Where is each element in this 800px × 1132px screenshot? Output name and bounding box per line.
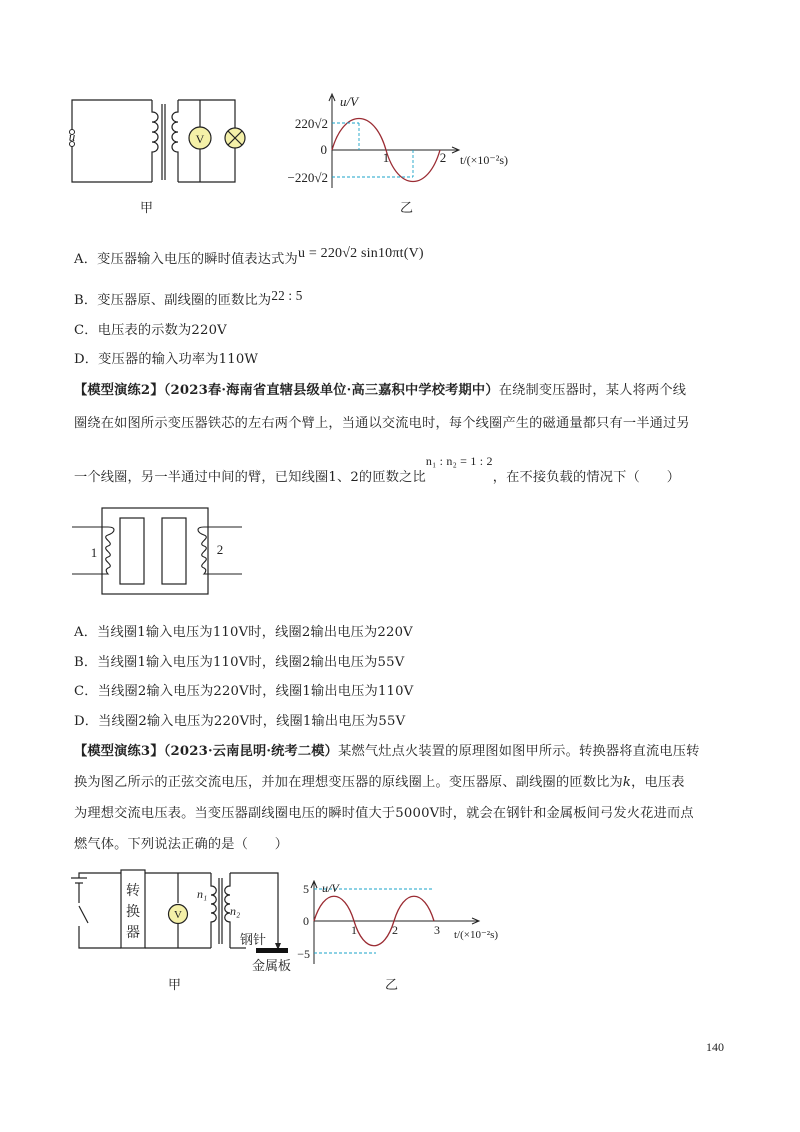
option-letter: B． — [74, 293, 98, 308]
option-math: 22 : 5 — [271, 288, 303, 303]
q2-tag: 【模型演练2】 — [74, 383, 164, 398]
figure3-tick-3: 3 — [434, 923, 440, 937]
option-text: 电压表的示数为220V — [97, 323, 227, 338]
q2-text1: 在绕制变压器时，某人将两个线 — [498, 383, 687, 398]
q3-text2a: 换为图乙所示的正弦交流电压，并加在理想变压器的原线圈上。变压器原、副线圈的匝数比为 — [74, 775, 623, 790]
q2-line3 — [74, 454, 681, 485]
converter-char-1: 转 — [126, 884, 140, 899]
needle-label: 钢针 — [240, 932, 267, 947]
figure1-tick-1: 1 — [382, 150, 390, 165]
option-letter: A． — [74, 625, 98, 640]
option-text: 变压器原、副线圈的匝数比为 — [97, 293, 272, 308]
option-letter: C． — [74, 684, 98, 699]
figure3-y-axis-label: u/V — [322, 881, 339, 895]
option-text: 当线圈2输入电压为220V时，线圈1输出电压为110V — [97, 684, 414, 699]
figure3-yi-caption: 乙 — [385, 978, 399, 993]
q2-option-b — [74, 651, 404, 670]
q2-option-c — [74, 680, 413, 699]
option-text: 变压器输入电压的瞬时值表达式为 — [97, 252, 298, 267]
q1-option-c — [74, 319, 227, 338]
q3-text1: 某燃气灶点火装置的原理图如图甲所示。转换器将直流电压转 — [338, 744, 700, 759]
voltmeter-label: V — [195, 132, 205, 146]
figure1-tick-zero: 0 — [320, 142, 327, 157]
figure3-tick-m5: −5 — [297, 947, 310, 961]
page-number: 140 — [706, 1040, 724, 1054]
figure3-tick-1: 1 — [351, 923, 357, 937]
q1-option-d — [74, 348, 258, 367]
figure1-tick-2: 2 — [439, 150, 447, 165]
figure3-circuit — [66, 868, 306, 978]
option-letter: A． — [74, 252, 98, 267]
n1-label: n₁ — [197, 887, 208, 901]
q3-k: k — [622, 775, 632, 790]
option-math: u = 220√2 sin10πt(V) — [297, 246, 424, 261]
q1-option-a — [74, 248, 424, 268]
figure1-circuit — [60, 90, 260, 190]
q2-line1 — [74, 379, 686, 398]
q3-line4: 燃气体。下列说法正确的是（ ） — [74, 837, 289, 852]
option-text: 当线圈1输入电压为110V时，线圈2输出电压为55V — [97, 655, 405, 670]
figure3-voltmeter-label: V — [174, 909, 182, 921]
figure1-tick-pos: 220√2 — [294, 116, 328, 131]
figure3-jia-caption: 甲 — [168, 978, 182, 993]
q2-ratio: n₁ : n₂ = 1 : 2 — [425, 454, 493, 468]
q2-core-figure — [72, 500, 242, 600]
figure1-x-axis-label: t/(×10⁻²s) — [460, 153, 509, 167]
figure3-tick-0: 0 — [303, 914, 309, 928]
figure1-jia-caption: 甲 — [140, 201, 154, 216]
figure3-x-axis-label: t/(×10⁻²s) — [454, 929, 499, 941]
option-text: 变压器的输入功率为110W — [98, 352, 259, 367]
figure3-tick-2: 2 — [392, 923, 398, 937]
q2-text3b: ，在不接负载的情况下（ ） — [492, 470, 681, 485]
q3-text2b: ，电压表 — [631, 775, 685, 790]
converter-char-3: 器 — [126, 926, 140, 941]
option-letter: B． — [74, 655, 98, 670]
coil1-label: 1 — [90, 545, 98, 560]
q3-tag: 【模型演练3】 — [74, 744, 164, 759]
option-text: 当线圈2输入电压为220V时，线圈1输出电压为55V — [98, 714, 406, 729]
n2-label: n₂ — [230, 904, 241, 918]
converter-char-2: 换 — [126, 905, 140, 920]
q2-option-d — [74, 710, 405, 729]
q1-option-b — [74, 289, 303, 308]
q3-source: （2023·云南昆明·统考二模） — [163, 744, 339, 759]
coil2-label: 2 — [216, 542, 224, 557]
q2-source: （2023春·海南省直辖县级单位·高三嘉积中学校考期中） — [163, 383, 499, 398]
q3-line3: 为理想交流电压表。当变压器副线圈电压的瞬时值大于5000V时，就会在钢针和金属板间弓发火花进而点 — [74, 806, 694, 821]
q2-line2: 圈绕在如图所示变压器铁芯的左右两个臂上，当通以交流电时，每个线圈产生的磁通量都只有一半通过另 — [74, 416, 690, 431]
figure3-tick-5: 5 — [303, 882, 309, 896]
figure1-y-axis-label: u/V — [340, 94, 359, 109]
u-label: u — [68, 129, 76, 144]
option-letter: C． — [74, 323, 98, 338]
q3-line1 — [74, 740, 700, 759]
option-letter: D． — [74, 714, 99, 729]
figure3-graph — [292, 880, 522, 966]
q2-text3a: 一个线圈，另一半通过中间的臂，已知线圈1、2的匝数之比 — [74, 470, 426, 485]
q2-option-a — [74, 621, 413, 640]
figure1-graph — [280, 88, 540, 193]
figure1-yi-caption: 乙 — [400, 201, 414, 216]
option-letter: D． — [74, 352, 99, 367]
q3-line2 — [74, 771, 685, 790]
figure1-tick-neg: −220√2 — [287, 170, 328, 185]
plate-label: 金属板 — [252, 958, 292, 973]
option-text: 当线圈1输入电压为110V时，线圈2输出电压为220V — [97, 625, 413, 640]
